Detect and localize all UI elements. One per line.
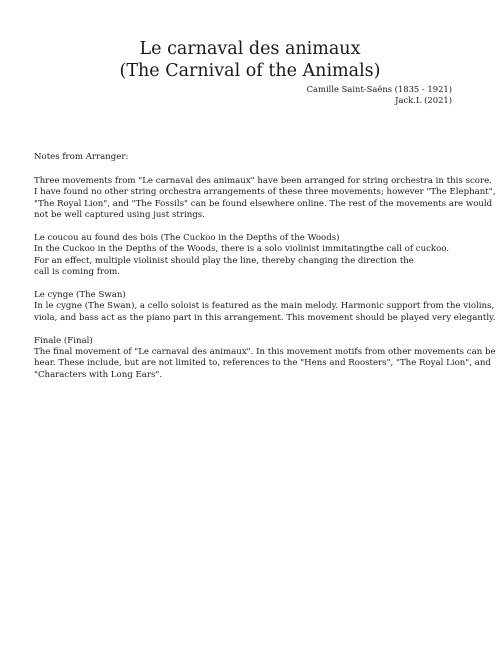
section-line: In le cygne (The Swan), a cello soloist is featured as the main melody. Harmonic support from the violins, xyxy=(34,301,495,312)
section-line: In the Cuckoo in the Depths of the Woods, there is a solo violinist immitatingthe call of cuckoo. xyxy=(34,244,450,255)
intro-line: Three movements from "Le carnaval des animaux" have been arranged for string orchestra in this score. xyxy=(34,175,492,186)
section-line: The final movement of "Le carnaval des animaux". In this movement motifs from other movements can be xyxy=(34,346,496,357)
section-heading: Le coucou au found des bois (The Cuckoo in the Depths of the Woods) xyxy=(34,232,340,243)
intro-line: I have found no other string orchestra arrangements of these three movements; however "The Elephant", xyxy=(34,187,496,198)
title-english: (The Carnival of the Animals) xyxy=(119,61,381,81)
section-cuckoo xyxy=(34,233,479,279)
section-heading: Le cynge (The Swan) xyxy=(34,289,126,300)
intro-line: "The Royal Lion", and "The Fossils" can be found elsewhere online. The rest of the movements are would xyxy=(34,198,493,209)
composer-credit: Camille Saint-Saëns (1835 - 1921) xyxy=(306,84,452,94)
section-line: For an effect, multiple violinist should play the line, thereby changing the direction the xyxy=(34,255,414,266)
section-line: call is coming from. xyxy=(34,267,121,278)
section-line: viola, and bass act as the piano part in this arrangement. This movement should be played very elegantly. xyxy=(34,312,496,323)
arranger-credit: Jack.L (2021) xyxy=(395,95,452,105)
notes-heading: Notes from Arranger: xyxy=(34,152,129,162)
section-line: hear. These include, but are not limited to, references to the "Hens and Roosters", "The Royal Lion", and xyxy=(34,358,491,369)
section-finale xyxy=(34,335,496,382)
section-heading: Finale (Final) xyxy=(34,335,93,346)
intro-line: not be well captured using just strings. xyxy=(34,210,205,221)
notes-intro xyxy=(34,175,496,222)
credits-block xyxy=(307,84,452,106)
arranger-notes xyxy=(34,152,496,381)
title-french: Le carnaval des animaux xyxy=(139,39,361,59)
section-line: "Characters with Long Ears". xyxy=(34,369,163,380)
section-swan xyxy=(34,289,496,324)
